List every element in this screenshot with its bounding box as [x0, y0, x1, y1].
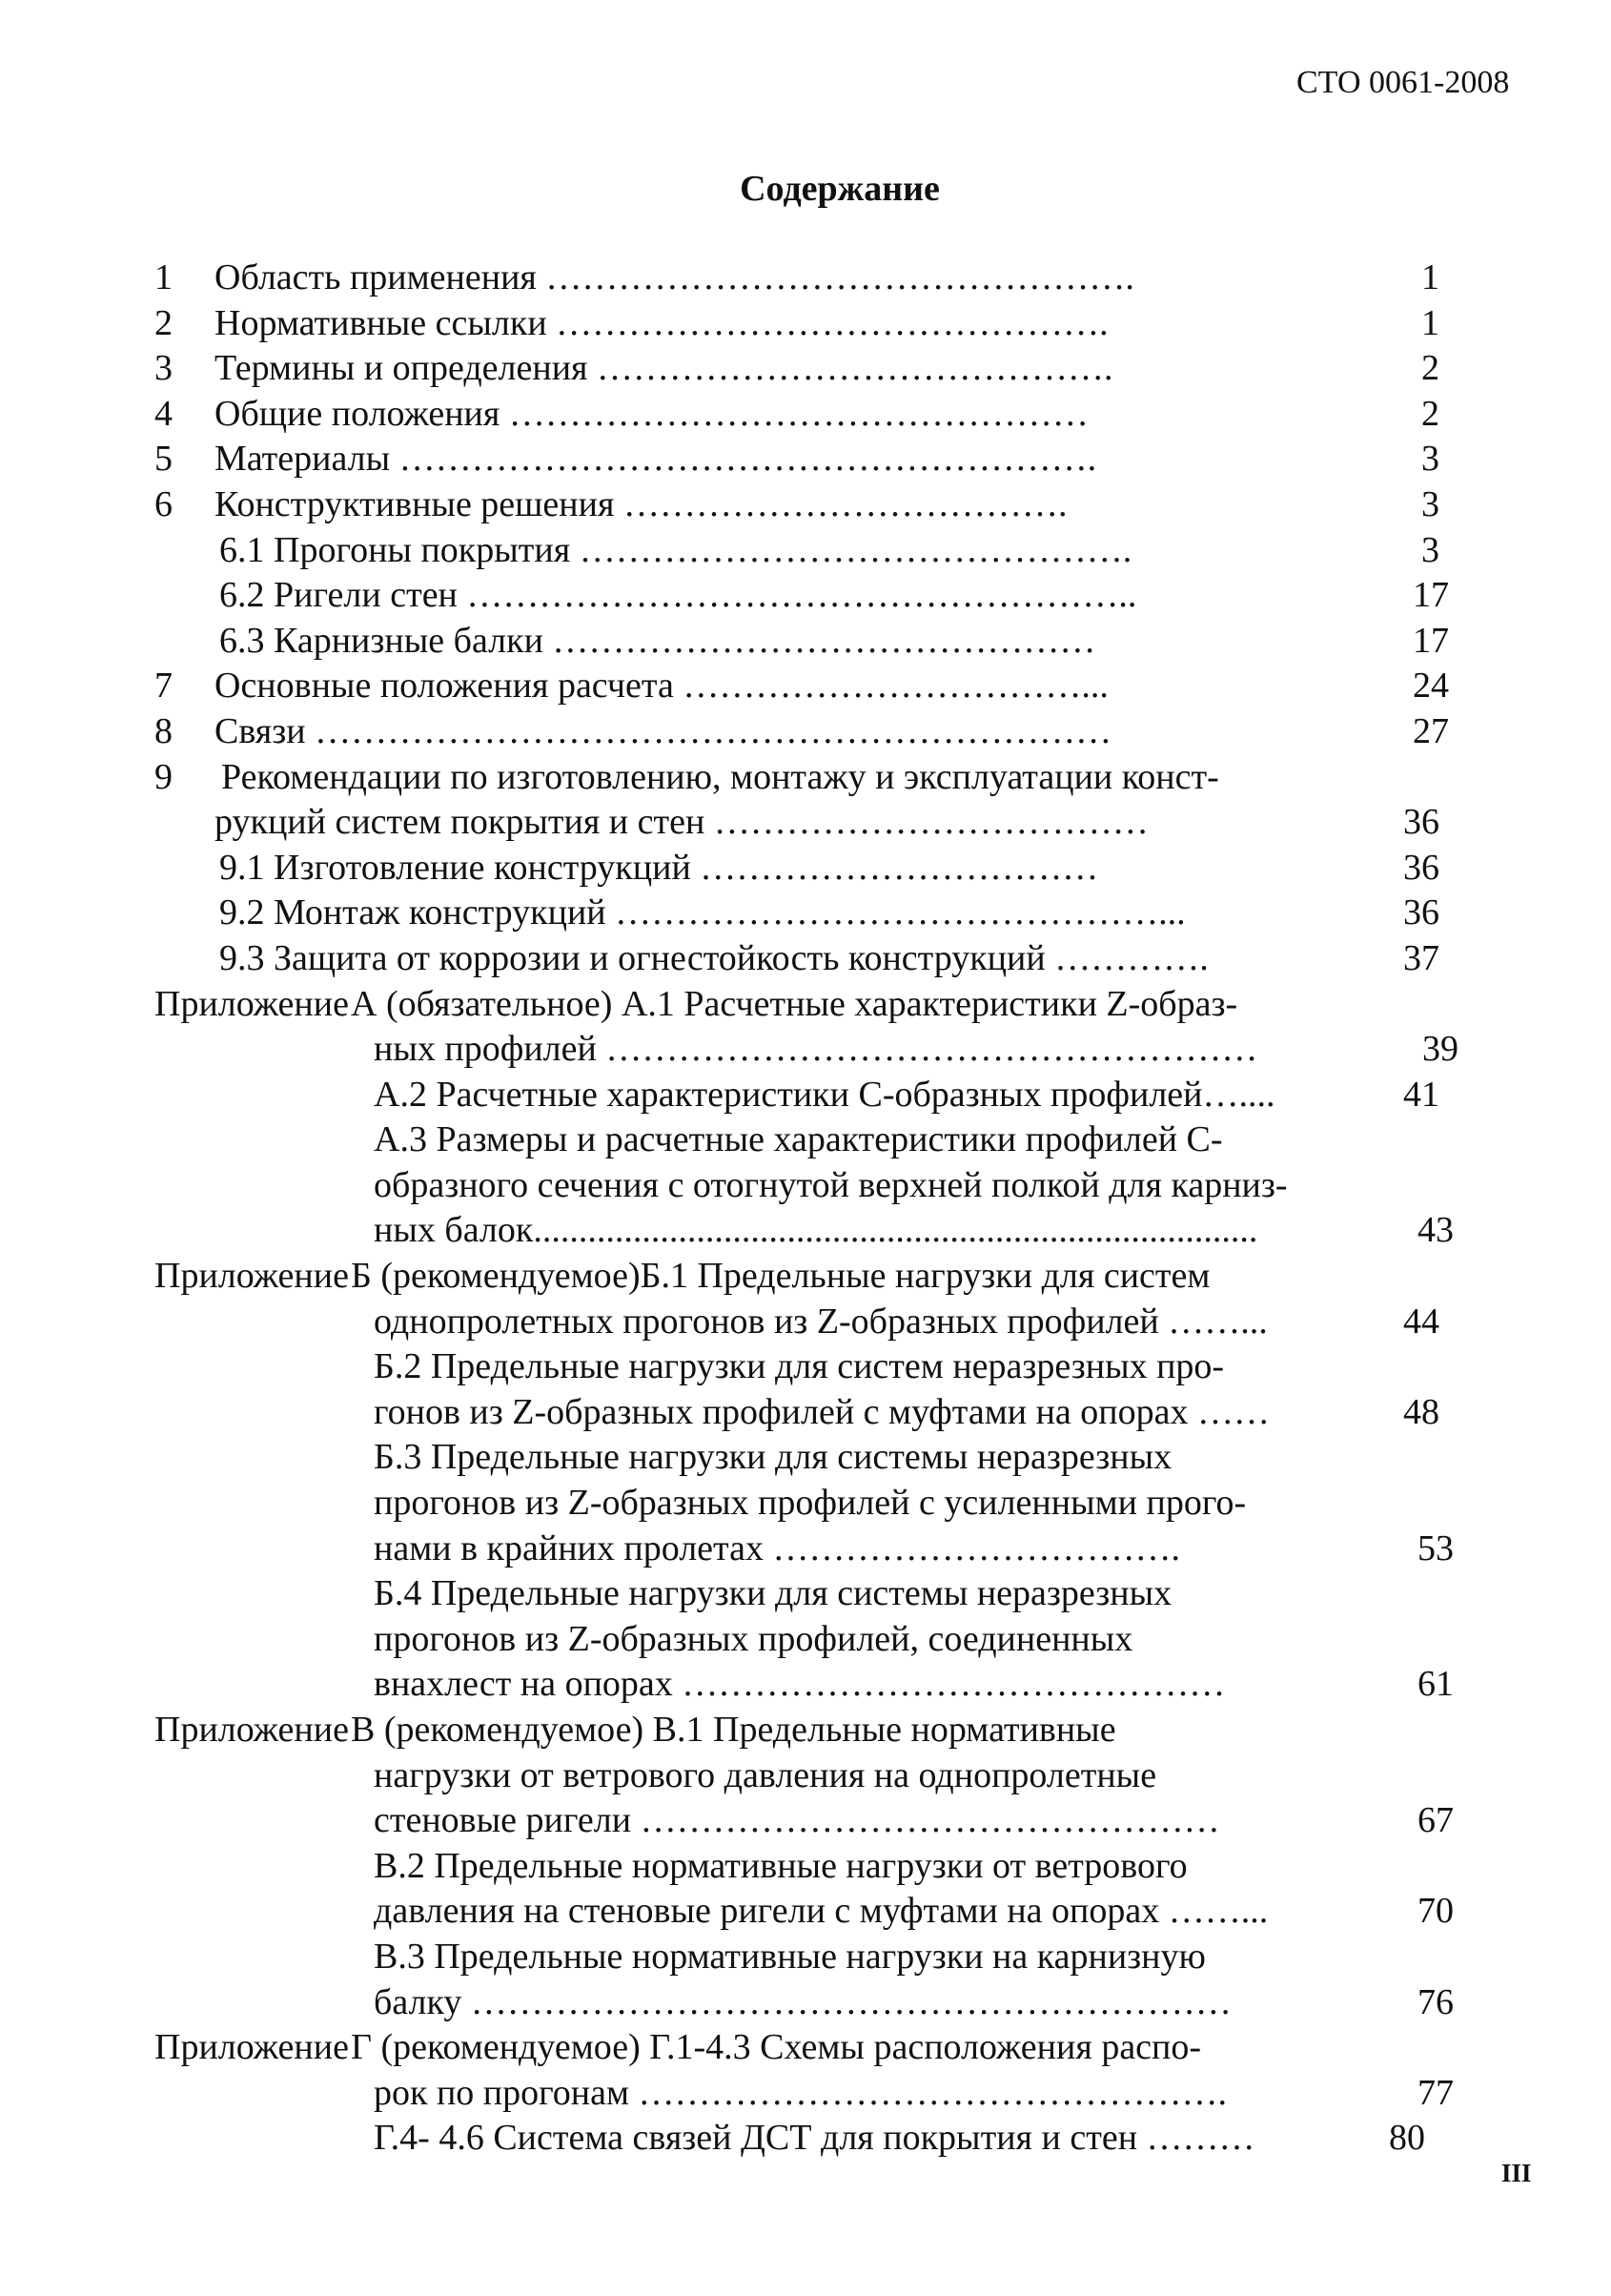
- toc-page-number: 37: [1403, 937, 1439, 978]
- toc-page-number: 36: [1403, 802, 1439, 843]
- toc-appendix-prefix: Приложение: [154, 1256, 349, 1297]
- toc-row: [0, 1889, 1611, 1935]
- toc-entry-text: А.2 Расчетные характеристики С-образных профилей…....: [374, 1074, 1275, 1115]
- toc-entry-text: Б.4 Предельные нагрузки для системы неразрезных: [374, 1573, 1173, 1614]
- toc-entry-text: Б.2 Предельные нагрузки для систем неразрезных про-: [374, 1346, 1225, 1387]
- toc-row: [0, 482, 1611, 528]
- toc-entry-text: 9.1 Изготовление конструкций ……………………………: [219, 847, 1099, 888]
- toc-entry-text: В.3 Предельные нормативные нагрузки на карнизную: [374, 1936, 1206, 1977]
- toc-entry-text: Основные положения расчета ……………………………...: [214, 666, 1109, 707]
- toc-entry-text: Г (рекомендуемое) Г.1-4.3 Схемы расположения распо-: [351, 2027, 1202, 2068]
- toc-row: [0, 800, 1611, 846]
- toc-entry-text: А (обязательное) А.1 Расчетные характеристики Z-образ-: [351, 983, 1238, 1024]
- toc-entry-text: 9.2 Монтаж конструкций ………………………………………...: [219, 892, 1186, 933]
- toc-entry-text: прогонов из Z-образных профилей с усиленными прого-: [374, 1483, 1247, 1524]
- toc-entry-text: Термины и определения …………………………………….: [214, 348, 1113, 389]
- toc-entry-text: давления на стеновые ригели с муфтами на опорах ……...: [374, 1891, 1269, 1932]
- toc-row: [0, 437, 1611, 482]
- toc-entry-text: однопролетных прогонов из Z-образных профилей ……...: [374, 1301, 1268, 1342]
- toc-entry-text: Б.3 Предельные нагрузки для системы неразрезных: [374, 1437, 1173, 1478]
- toc-entry-text: 6.2 Ригели стен ………………………………………………..: [219, 575, 1137, 616]
- toc-page-number: 3: [1421, 529, 1439, 570]
- toc-row: [0, 936, 1611, 982]
- toc-section-number: 2: [154, 302, 173, 343]
- toc-row: [0, 1708, 1611, 1753]
- toc-page-number: 36: [1403, 847, 1439, 888]
- toc-entry-text: нами в крайних пролетах …………………………….: [374, 1527, 1180, 1568]
- table-of-contents: [0, 256, 1611, 2162]
- toc-section-number: 8: [154, 710, 173, 751]
- toc-row: [0, 528, 1611, 574]
- toc-row: [0, 755, 1611, 801]
- toc-row: [0, 1980, 1611, 2026]
- toc-entry-text: образного сечения с отогнутой верхней полкой для карниз-: [374, 1164, 1288, 1205]
- toc-page-number: 3: [1421, 483, 1439, 524]
- toc-entry-text: Рекомендации по изготовлению, монтажу и эксплуатации конст-: [221, 756, 1219, 797]
- toc-row: [0, 1527, 1611, 1572]
- toc-page-number: 2: [1421, 348, 1439, 389]
- toc-row: [0, 1073, 1611, 1118]
- toc-page-number: 43: [1417, 1210, 1454, 1251]
- page-title: Содержание: [740, 169, 940, 209]
- toc-page-number: 61: [1417, 1664, 1454, 1705]
- toc-row: [0, 709, 1611, 755]
- toc-entry-text: балку ………………………………………………………: [374, 1981, 1232, 2022]
- toc-page-number: 2: [1421, 393, 1439, 434]
- toc-row: [0, 256, 1611, 301]
- toc-page-number: 76: [1417, 1981, 1454, 2022]
- toc-row: [0, 1254, 1611, 1300]
- toc-entry-text: А.3 Размеры и расчетные характеристики профилей С-: [374, 1119, 1223, 1160]
- toc-row: [0, 392, 1611, 438]
- toc-page-number: 67: [1417, 1800, 1454, 1841]
- toc-row: [0, 2025, 1611, 2071]
- toc-row: [0, 1662, 1611, 1708]
- toc-entry-text: 6.1 Прогоны покрытия ……………………………………….: [219, 529, 1132, 570]
- toc-section-number: 9: [154, 756, 173, 797]
- toc-page-number: 39: [1422, 1029, 1458, 1070]
- toc-section-number: 5: [154, 439, 173, 480]
- toc-row: [0, 346, 1611, 392]
- toc-entry-text: ных балок................................................................................: [374, 1210, 1258, 1251]
- toc-entry-text: Область применения ………………………………………….: [214, 257, 1134, 297]
- toc-appendix-prefix: Приложение: [154, 1710, 349, 1750]
- toc-appendix-prefix: Приложение: [154, 983, 349, 1024]
- document-code: СТО 0061-2008: [1296, 65, 1510, 100]
- toc-row: [0, 1617, 1611, 1663]
- toc-row: [0, 301, 1611, 347]
- toc-entry-text: В (рекомендуемое) В.1 Предельные нормативные: [351, 1710, 1116, 1750]
- toc-section-number: 7: [154, 666, 173, 707]
- toc-row: [0, 1208, 1611, 1254]
- toc-page-number: 1: [1421, 257, 1439, 297]
- toc-row: [0, 1344, 1611, 1390]
- toc-entry-text: Связи …………………………………………………………: [214, 710, 1112, 751]
- toc-page-number: 44: [1403, 1301, 1439, 1342]
- toc-entry-text: рок по прогонам ………………………………………….: [374, 2072, 1228, 2113]
- toc-row: [0, 619, 1611, 665]
- toc-section-number: 3: [154, 348, 173, 389]
- toc-row: [0, 846, 1611, 892]
- toc-entry-text: ных профилей ………………………………………………: [374, 1029, 1258, 1070]
- toc-entry-text: 6.3 Карнизные балки ………………………………………: [219, 620, 1096, 661]
- toc-entry-text: гонов из Z-образных профилей с муфтами на опорах ……: [374, 1391, 1270, 1432]
- toc-entry-text: Нормативные ссылки ……………………………………….: [214, 302, 1109, 343]
- toc-row: [0, 1935, 1611, 1980]
- toc-row: [0, 573, 1611, 619]
- toc-entry-text: прогонов из Z-образных профилей, соединенных: [374, 1618, 1133, 1659]
- toc-entry-text: 9.3 Защита от коррозии и огнестойкость конструкций ………….: [219, 937, 1209, 978]
- toc-entry-text: внахлест на опорах ………………………………………: [374, 1664, 1226, 1705]
- toc-entry-text: Г.4- 4.6 Система связей ДСТ для покрытия и стен ………: [374, 2118, 1255, 2159]
- toc-page-number: 53: [1417, 1527, 1454, 1568]
- toc-row: [0, 891, 1611, 936]
- toc-entry-text: В.2 Предельные нормативные нагрузки от ветрового: [374, 1845, 1188, 1886]
- toc-entry-text: Материалы ………………………………………………….: [214, 439, 1097, 480]
- toc-page-number: 36: [1403, 892, 1439, 933]
- toc-page-number: 27: [1413, 710, 1449, 751]
- toc-row: [0, 2071, 1611, 2117]
- toc-row: [0, 1300, 1611, 1345]
- toc-entry-text: Б (рекомендуемое)Б.1 Предельные нагрузки для систем: [351, 1256, 1211, 1297]
- toc-entry-text: нагрузки от ветрового давления на однопролетные: [374, 1754, 1157, 1795]
- toc-page-number: 17: [1413, 575, 1449, 616]
- toc-section-number: 6: [154, 483, 173, 524]
- toc-page-number: 3: [1421, 439, 1439, 480]
- toc-row: [0, 1390, 1611, 1436]
- toc-row: [0, 664, 1611, 709]
- toc-row: [0, 2116, 1611, 2162]
- toc-row: [0, 1481, 1611, 1527]
- toc-page-number: 24: [1413, 666, 1449, 707]
- toc-entry-text: Общие положения …………………………………………: [214, 393, 1089, 434]
- toc-appendix-prefix: Приложение: [154, 2027, 349, 2068]
- toc-row: [0, 1844, 1611, 1890]
- toc-page-number: 70: [1417, 1891, 1454, 1932]
- toc-section-number: 4: [154, 393, 173, 434]
- toc-row: [0, 1117, 1611, 1163]
- toc-page-number: 17: [1413, 620, 1449, 661]
- toc-row: [0, 1027, 1611, 1073]
- toc-entry-text: рукций систем покрытия и стен ………………………………: [214, 802, 1149, 843]
- toc-page-number: 77: [1417, 2072, 1454, 2113]
- toc-row: [0, 1435, 1611, 1481]
- toc-row: [0, 1798, 1611, 1844]
- toc-page-number: 1: [1421, 302, 1439, 343]
- toc-section-number: 1: [154, 257, 173, 297]
- toc-page-number: 41: [1403, 1074, 1439, 1115]
- toc-entry-text: стеновые ригели …………………………………………: [374, 1800, 1220, 1841]
- toc-row: [0, 1163, 1611, 1209]
- toc-page-number: 80: [1389, 2118, 1425, 2159]
- toc-row: [0, 1571, 1611, 1617]
- page-number: III: [1501, 2159, 1532, 2187]
- toc-row: [0, 1753, 1611, 1799]
- toc-page-number: 48: [1403, 1391, 1439, 1432]
- toc-entry-text: Конструктивные решения ……………………………….: [214, 483, 1068, 524]
- toc-row: [0, 982, 1611, 1028]
